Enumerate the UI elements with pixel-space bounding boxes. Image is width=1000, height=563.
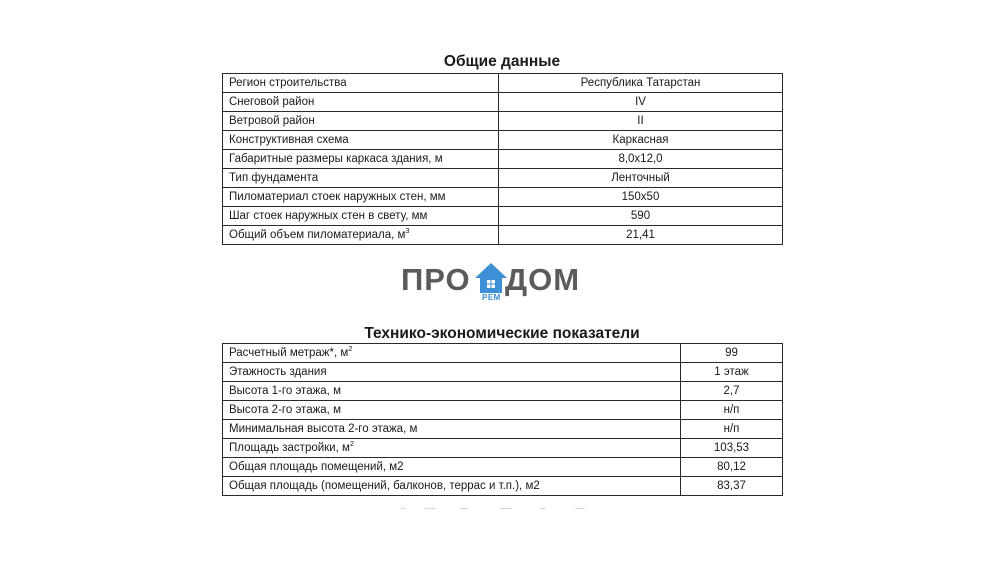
table-row bbox=[223, 344, 783, 363]
row-label: Ветровой район bbox=[223, 112, 499, 131]
row-value: Республика Татарстан bbox=[499, 74, 783, 93]
table-row bbox=[223, 131, 783, 150]
row-label: Тип фундамента bbox=[223, 169, 499, 188]
table-row bbox=[223, 207, 783, 226]
row-label: Общий объем пиломатериала, $м^3$ bbox=[223, 226, 499, 245]
house-icon bbox=[474, 262, 508, 294]
table-row bbox=[223, 169, 783, 188]
logo-word-dom: ДОМ bbox=[505, 262, 581, 297]
row-value: 590 bbox=[499, 207, 783, 226]
row-label: Расчетный метраж*, $м^2$ bbox=[223, 344, 681, 363]
row-label: Габаритные размеры каркаса здания, м bbox=[223, 150, 499, 169]
tech-economic-table bbox=[222, 343, 783, 496]
table-row bbox=[223, 74, 783, 93]
table-row bbox=[223, 93, 783, 112]
table-row bbox=[223, 477, 783, 496]
row-value: н/п bbox=[681, 420, 783, 439]
row-label: Регион строительства bbox=[223, 74, 499, 93]
superscript: 2 bbox=[349, 439, 355, 448]
table-row bbox=[223, 363, 783, 382]
table-row bbox=[223, 382, 783, 401]
row-value: 80,12 bbox=[681, 458, 783, 477]
logo-sub-rem: РЕМ bbox=[482, 293, 501, 302]
row-label: Общая площадь помещений, м2 bbox=[223, 458, 681, 477]
row-value: 103,53 bbox=[681, 439, 783, 458]
row-value: Каркасная bbox=[499, 131, 783, 150]
table-row bbox=[223, 401, 783, 420]
logo-word-pro: ПРО bbox=[401, 262, 471, 297]
row-value: IV bbox=[499, 93, 783, 112]
superscript: 3 bbox=[405, 226, 410, 235]
table-row bbox=[223, 420, 783, 439]
tech-economic-title: Технико-экономические показатели bbox=[364, 325, 640, 342]
row-value: 83,37 bbox=[681, 477, 783, 496]
row-label: Минимальная высота 2-го этажа, м bbox=[223, 420, 681, 439]
row-value: 99 bbox=[681, 344, 783, 363]
row-label: Снеговой район bbox=[223, 93, 499, 112]
row-value: 1 этаж bbox=[681, 363, 783, 382]
row-value: 8,0х12,0 bbox=[499, 150, 783, 169]
general-data-title: Общие данные bbox=[443, 53, 561, 70]
row-value: Ленточный bbox=[499, 169, 783, 188]
superscript: 2 bbox=[348, 344, 353, 353]
faint-scan-marks bbox=[380, 506, 610, 512]
table-row bbox=[223, 226, 783, 245]
row-label: Конструктивная схема bbox=[223, 131, 499, 150]
row-value: н/п bbox=[681, 401, 783, 420]
row-label: Площадь застройки, $м^2$ bbox=[223, 439, 681, 458]
prodom-logo bbox=[401, 262, 601, 304]
row-label: Шаг стоек наружных стен в свету, мм bbox=[223, 207, 499, 226]
row-value: 150х50 bbox=[499, 188, 783, 207]
row-label: Этажность здания bbox=[223, 363, 681, 382]
row-label: Высота 2-го этажа, м bbox=[223, 401, 681, 420]
table-row bbox=[223, 458, 783, 477]
row-value: II bbox=[499, 112, 783, 131]
table-row bbox=[223, 150, 783, 169]
table-row bbox=[223, 439, 783, 458]
row-value: 2,7 bbox=[681, 382, 783, 401]
table-row bbox=[223, 188, 783, 207]
row-value: 21,41 bbox=[499, 226, 783, 245]
row-label: Общая площадь (помещений, балконов, террас и т.п.), м2 bbox=[223, 477, 681, 496]
row-label: Пиломатериал стоек наружных стен, мм bbox=[223, 188, 499, 207]
table-row bbox=[223, 112, 783, 131]
row-label: Высота 1-го этажа, м bbox=[223, 382, 681, 401]
general-data-table bbox=[222, 73, 783, 245]
